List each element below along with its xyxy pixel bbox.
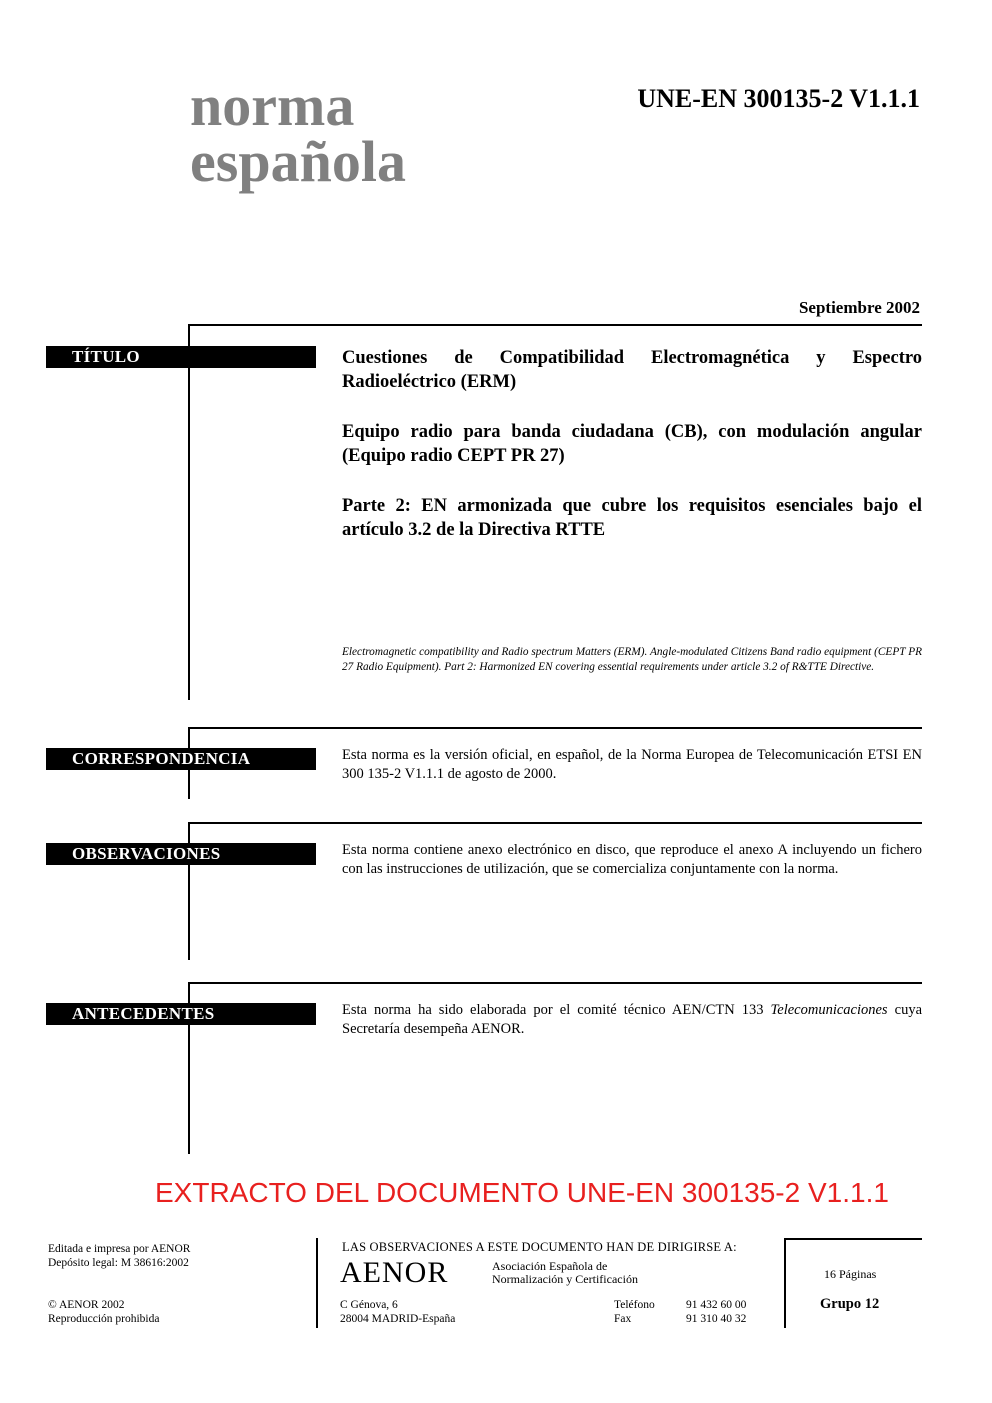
phone-label: Teléfono xyxy=(614,1299,655,1311)
footer-box-left xyxy=(784,1238,786,1328)
footer-rule-left xyxy=(316,1238,318,1328)
committee-name: Telecomunicaciones xyxy=(770,1002,888,1018)
divider-titulo xyxy=(188,324,922,326)
antecedentes-text-end: cuya Secretaría desempeña AENOR. xyxy=(342,1002,923,1037)
divider-observaciones xyxy=(188,822,922,824)
observaciones-text: Esta norma contiene anexo electrónico en disco, que reproduce el anexo A incluyendo un fichero con las instrucciones de utilización, que se comercializa conjuntamente con la norma. xyxy=(342,842,922,877)
vrule-titulo xyxy=(188,324,190,700)
divider-correspondencia xyxy=(188,727,922,729)
antecedentes-text xyxy=(342,1001,922,1039)
reproduction-notice: Reproducción prohibida xyxy=(48,1313,160,1325)
address-line-1: C Génova, 6 xyxy=(340,1299,398,1311)
title-part-1: Cuestiones de Compatibilidad Electromagnética y Espectro Radioeléctrico (ERM) xyxy=(342,348,922,392)
aenor-logo: AENOR xyxy=(340,1256,449,1289)
page-count: 16 Páginas xyxy=(824,1267,877,1281)
copyright: © AENOR 2002 xyxy=(48,1299,125,1311)
price-group: Grupo 12 xyxy=(820,1296,880,1312)
antecedentes-text-start: Esta norma ha sido elaborada por el comité técnico AEN/CTN 133 xyxy=(342,1002,771,1018)
title-part-3: Parte 2: EN armonizada que cubre los requisitos esenciales bajo el artículo 3.2 de la Directiva RTTE xyxy=(342,496,922,540)
observations-address-heading: LAS OBSERVACIONES A ESTE DOCUMENTO HAN DE DIRIGIRSE A: xyxy=(342,1240,737,1254)
standard-code: UNE-EN 300135-2 V1.1.1 xyxy=(637,84,920,113)
fax-number: 91 310 40 32 xyxy=(686,1313,747,1325)
footer-box-top xyxy=(784,1238,922,1240)
association-line-2: Normalización y Certificación xyxy=(492,1272,638,1286)
postal-address xyxy=(340,1298,455,1326)
title-part-2: Equipo radio para banda ciudadana (CB), con modulación angular (Equipo radio CEPT PR 27) xyxy=(342,422,922,466)
label-titulo: TÍTULO xyxy=(46,346,316,368)
brand-line-1: norma xyxy=(190,73,355,138)
contact-numbers xyxy=(686,1298,746,1326)
label-correspondencia: CORRESPONDENCIA xyxy=(46,748,316,770)
english-title: Electromagnetic compatibility and Radio spectrum Matters (ERM). Angle-modulated Citizens Band radio equipment (CEPT PR 27 Radio Equipment). Part 2: Harmonized EN covering essential requirements under article 3.2 of R&TTE Directive. xyxy=(342,646,922,673)
association-name xyxy=(492,1260,638,1286)
association-line-1: Asociación Española de xyxy=(492,1259,608,1273)
divider-antecedentes xyxy=(188,982,922,984)
address-line-2: 28004 MADRID-España xyxy=(340,1313,456,1325)
label-observaciones: OBSERVACIONES xyxy=(46,843,316,865)
legal-deposit: Depósito legal: M 38616:2002 xyxy=(48,1257,189,1269)
label-antecedentes: ANTECEDENTES xyxy=(46,1003,316,1025)
extract-notice: EXTRACTO DEL DOCUMENTO UNE-EN 300135-2 V1.1.1 xyxy=(155,1177,889,1208)
footer-copyright xyxy=(48,1298,159,1326)
correspondencia-text: Esta norma es la versión oficial, en español, de la Norma Europea de Telecomunicación ETSI EN 300 135-2 V1.1.1 de agosto de 2000. xyxy=(342,747,922,782)
brand-line-2: española xyxy=(190,129,406,194)
footer-publisher xyxy=(48,1242,190,1270)
phone-number: 91 432 60 00 xyxy=(686,1299,747,1311)
contact-labels xyxy=(614,1298,655,1326)
brand-title xyxy=(190,73,406,194)
fax-label: Fax xyxy=(614,1313,632,1325)
publication-date: Septiembre 2002 xyxy=(798,298,920,317)
spanish-title xyxy=(342,346,922,568)
edited-by: Editada e impresa por AENOR xyxy=(48,1243,191,1255)
